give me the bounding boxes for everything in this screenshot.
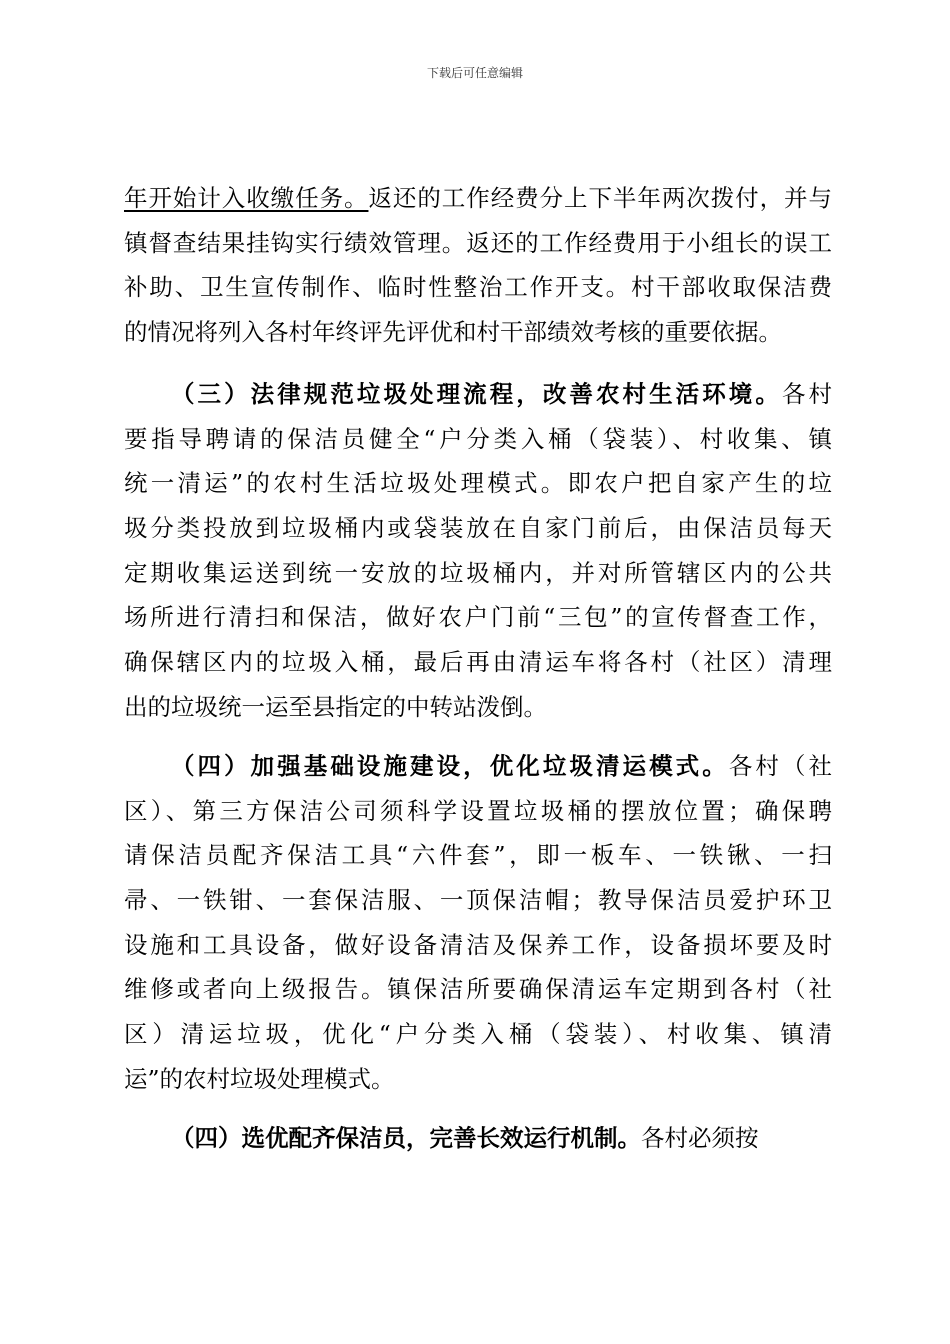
paragraph-line: 年开始计入收缴任务。返还的工作经费分上下半年两次拨付，并与 [124,184,833,212]
paragraph-line: 要指导聘请的保洁员健全“户分类入桶（袋装）、村收集、镇 [124,424,832,453]
paragraph-line: （三）法律规范垃圾处理流程，改善农村生活环境。各村 [171,380,832,408]
paragraph-line: 请保洁员配齐保洁工具“六件套”，即一板车、一铁锹、一扫 [124,841,832,870]
paragraph-2 [124,372,832,730]
paragraph-line: 出的垃圾统一运至县指定的中转站泼倒。 [124,692,547,721]
paragraph-line: 定期收集运送到统一安放的垃圾桶内，并对所管辖区内的公共 [124,558,832,587]
paragraph-line: 区）、第三方保洁公司须科学设置垃圾桶的摆放位置；确保聘 [124,796,832,825]
underlined-text: 年开始计入收缴任务。 [124,184,369,212]
paragraph-line: 场所进行清扫和保洁，做好农户门前“三包”的宣传督查工作， [124,603,832,632]
paragraph-line: 运”的农村垃圾处理模式。 [124,1064,395,1093]
paragraph-line: 统一清运”的农村生活垃圾处理模式。即农户把自家产生的垃 [124,469,832,498]
section-heading: （四）选优配齐保洁员，完善长效运行机制。 [171,1124,641,1152]
section-heading: （三）法律规范垃圾处理流程，改善农村生活环境。 [171,380,782,408]
paragraph-line: 镇督查结果挂钩实行绩效管理。返还的工作经费用于小组长的误工 [124,228,832,257]
paragraph-line: 帚、一铁钳、一套保洁服、一顶保洁帽；教导保洁员爱护环卫 [124,886,832,915]
paragraph-line: 维修或者向上级报告。镇保洁所要确保清运车定期到各村（社 [124,975,832,1004]
paragraph-line: （四）选优配齐保洁员，完善长效运行机制。各村必须按 [171,1124,759,1152]
paragraph-1 [124,176,832,355]
paragraph-line: 区）清运垃圾，优化“户分类入桶（袋装）、村收集、镇清 [124,1020,832,1049]
paragraph-line: 确保辖区内的垃圾入桶，最后再由清运车将各村（社区）清理 [124,648,832,677]
paragraph-line: （四）加强基础设施建设，优化垃圾清运模式。各村（社 [171,752,832,780]
section-heading: （四）加强基础设施建设，优化垃圾清运模式。 [171,752,729,780]
paragraph-line: 设施和工具设备，做好设备清洁及保养工作，设备损坏要及时 [124,930,832,959]
paragraph-3 [124,744,832,1102]
paragraph-line: 的情况将列入各村年终评先评优和村干部绩效考核的重要依据。 [124,318,782,347]
paragraph-4 [124,1116,832,1161]
page-header: 下载后可任意编辑 [426,66,523,80]
paragraph-line: 补助、卫生宣传制作、临时性整治工作开支。村干部收取保洁费 [124,273,832,302]
paragraph-line: 圾分类投放到垃圾桶内或袋装放在自家门前后，由保洁员每天 [124,514,832,543]
